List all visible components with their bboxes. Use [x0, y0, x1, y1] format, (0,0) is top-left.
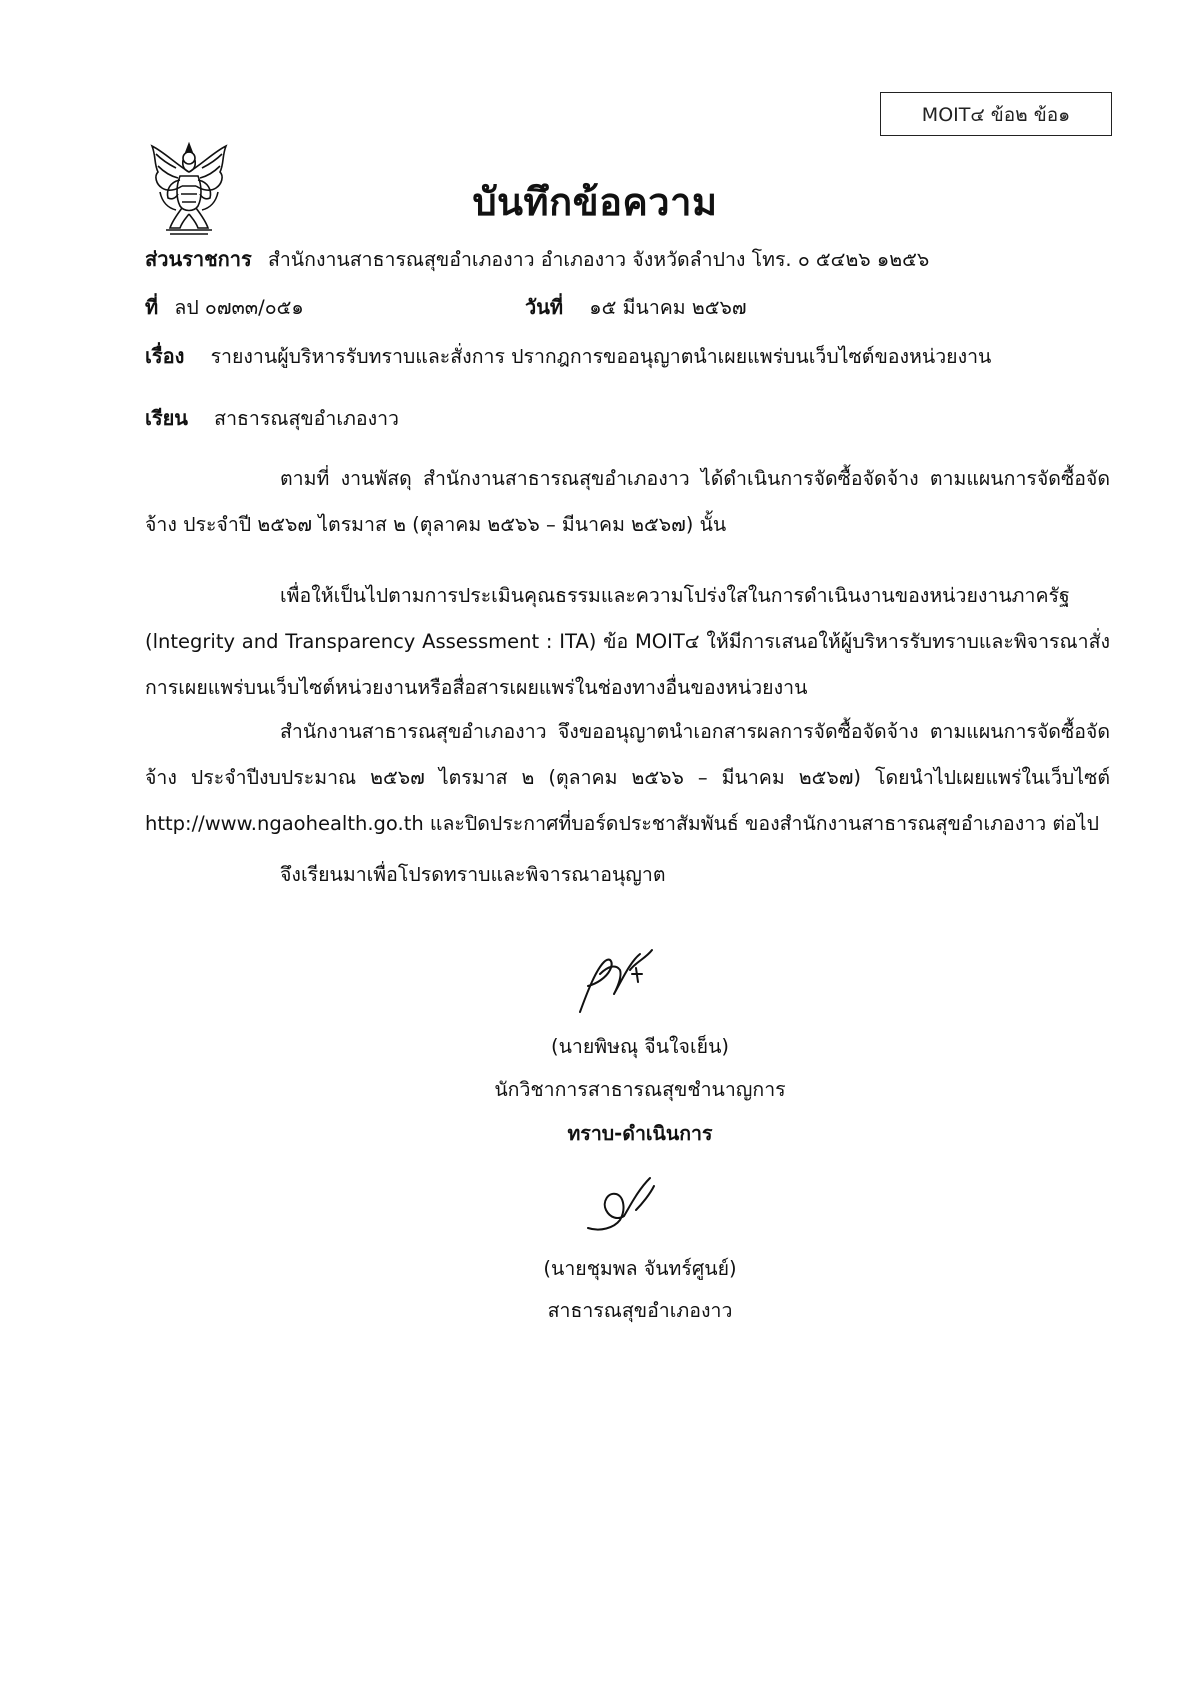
date-value: ๑๕ มีนาคม ๒๕๖๗ [589, 296, 747, 319]
signer-2-name: (นายชุมพล จันทร์ศูนย์) [543, 1257, 737, 1280]
document-code-box: MOIT๔ ข้อ๒ ข้อ๑ [880, 92, 1112, 136]
subject-label: เรื่อง [145, 344, 185, 368]
subject-line [145, 341, 991, 372]
ref-label: ที่ [145, 295, 159, 319]
date-label: วันที่ [525, 295, 564, 319]
to-line [145, 403, 399, 434]
closing-line: จึงเรียนมาเพื่อโปรดทราบและพิจารณาอนุญาต [280, 863, 666, 886]
agency-label: ส่วนราชการ [145, 247, 252, 271]
paragraph-2: เพื่อให้เป็นไปตามการประเมินคุณธรรมและความโปร่งใสในการดำเนินงานของหน่วยงานภาครัฐ (lntegrity and Transparency Assessment : ITA) ข้อ MOIT๔ ให้มีการเสนอให้ผู้บริหารรับทราบและพิจารณาสั่งการเผยแพร่บนเว็บไซต์หน่วยงานหรือสื่อสารเผยแพร่ในช่องทางอื่นของหน่วยงาน [145, 584, 1110, 699]
ref-line [145, 292, 304, 323]
approval-text: ทราบ-ดำเนินการ [567, 1122, 713, 1145]
to-value: สาธารณสุขอำเภองาว [214, 407, 399, 430]
paragraph-1: ตามที่ งานพัสดุ สำนักงานสาธารณสุขอำเภองาว ได้ดำเนินการจัดซื้อจัดจ้าง ตามแผนการจัดซื้อจัดจ้าง ประจำปี ๒๕๖๗ ไตรมาส ๒ (ตุลาคม ๒๕๖๖ – มีนาคม ๒๕๖๗) นั้น [145, 467, 1110, 536]
signer-1-position: นักวิชาการสาธารณสุขชำนาญการ [494, 1078, 786, 1101]
signature-2-icon [580, 1170, 670, 1240]
ref-value: ลป ๐๗๓๓/๐๕๑ [174, 296, 304, 319]
memo-title: บันทึกข้อความ [472, 180, 718, 224]
signature-1-icon [570, 940, 670, 1020]
to-label: เรียน [145, 406, 188, 430]
agency-value: สำนักงานสาธารณสุขอำเภองาว อำเภองาว จังหวัดลำปาง โทร. ๐ ๕๔๒๖ ๑๒๕๖ [267, 248, 930, 271]
signer-1-name: (นายพิษณุ จีนใจเย็น) [550, 1035, 730, 1058]
signer-2-position: สาธารณสุขอำเภองาว [547, 1299, 733, 1322]
subject-value: รายงานผู้บริหารรับทราบและสั่งการ ปรากฎการขออนุญาตนำเผยแพร่บนเว็บไซต์ของหน่วยงาน [210, 345, 992, 368]
agency-line [145, 244, 929, 275]
date-line [525, 292, 747, 323]
paragraph-3: สำนักงานสาธารณสุขอำเภองาว จึงขออนุญาตนำเอกสารผลการจัดซื้อจัดจ้าง ตามแผนการจัดซื้อจัดจ้าง ประจำปีงบประมาณ ๒๕๖๗ ไตรมาส ๒ (ตุลาคม ๒๕๖๖ – มีนาคม ๒๕๖๗) โดยนำไปเผยแพร่ในเว็บไซต์ http://www.ngaohealth.go.th และปิดประกาศที่บอร์ดประชาสัมพันธ์ ของสำนักงานสาธารณสุขอำเภองาว ต่อไป [145, 720, 1110, 835]
